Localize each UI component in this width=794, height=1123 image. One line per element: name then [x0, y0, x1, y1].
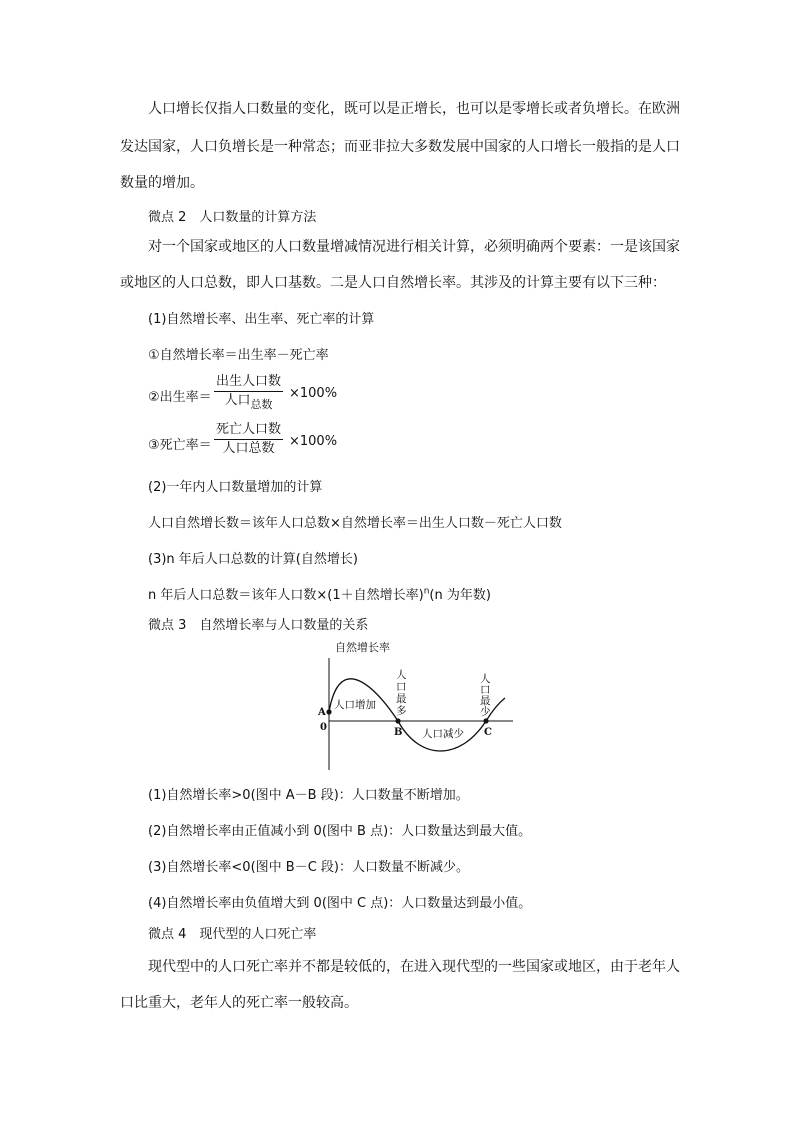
para1-line3: 数量的增加。	[120, 175, 204, 191]
label-min-3: 最	[480, 695, 491, 707]
item-2: (2)一年内人口数量增加的计算	[148, 480, 323, 495]
label-max-4: 多	[396, 705, 407, 717]
formula-2-den-a: 人口	[224, 393, 251, 408]
label-min-2: 口	[480, 684, 491, 696]
formula-2-tail: ×100%	[289, 386, 338, 401]
formula-3-lead: ③死亡率＝	[148, 438, 212, 453]
growth-rate-chart	[310, 636, 530, 776]
label-min-4: 少	[480, 706, 491, 718]
para1-line2: 发达国家，人口负增长是一种常态；而亚非拉大多数发展中国家的人口增长一般指的是人口	[120, 139, 680, 155]
formula-3-numerator: 死亡人口数	[214, 421, 283, 440]
point-c-label: C	[484, 727, 492, 738]
formula-2-den-b: 总数	[250, 398, 273, 411]
formula-1: ①自然增长率＝出生率－死亡率	[148, 348, 329, 363]
relation-2: (2)自然增长率由正值减小到 0(图中 B 点)：人口数量达到最大值。	[148, 824, 532, 839]
label-max-2: 口	[396, 681, 407, 693]
label-increase: 人口增加	[334, 699, 376, 711]
heading-3: 微点 3 自然增长率与人口数量的关系	[148, 618, 369, 633]
relation-4: (4)自然增长率由负值增大到 0(图中 C 点)：人口数量达到最小值。	[148, 896, 532, 911]
origin-label: 0	[320, 722, 327, 733]
para1-line1: 人口增长仅指人口数量的变化，既可以是正增长，也可以是零增长或者负增长。在欧洲	[148, 101, 680, 117]
point-b-label: B	[394, 727, 403, 738]
formula-4: 人口自然增长数＝该年人口总数×自然增长率＝出生人口数－死亡人口数	[148, 516, 562, 531]
item-1: (1)自然增长率、出生率、死亡率的计算	[148, 312, 375, 327]
label-max-1: 人	[396, 669, 407, 681]
point-a-marker	[326, 709, 331, 714]
para4-line2: 口比重大，老年人的死亡率一般较高。	[120, 995, 358, 1011]
formula-2-numerator: 出生人口数	[214, 373, 283, 392]
point-b-marker	[395, 718, 400, 723]
point-c-marker	[483, 718, 488, 723]
item-3: (3)n 年后人口总数的计算(自然增长)	[148, 552, 358, 567]
para2-line1: 对一个国家或地区的人口数量增减情况进行相关计算，必须明确两个要素：一是该国家	[148, 239, 680, 255]
relation-1: (1)自然增长率>0(图中 A－B 段)：人口数量不断增加。	[148, 788, 469, 803]
formula-5-tail: (n 为年数)	[429, 588, 491, 603]
formula-5-exponent: n	[423, 586, 430, 597]
formula-2-denominator	[214, 392, 283, 410]
label-min-1: 人	[480, 673, 491, 685]
growth-curve	[329, 679, 505, 751]
relation-3: (3)自然增长率<0(图中 B－C 段)：人口数量不断减少。	[148, 860, 469, 875]
point-a-label: A	[318, 707, 326, 718]
heading-4: 微点 4 现代型的人口死亡率	[148, 927, 317, 942]
formula-5-main: n 年后人口总数＝该年人口数×(1＋自然增长率)	[148, 588, 424, 603]
formula-2-lead: ②出生率＝	[148, 390, 212, 405]
formula-3-denominator: 人口总数	[222, 441, 275, 456]
para2-line2: 或地区的人口总数，即人口基数。二是人口自然增长率。其涉及的计算主要有以下三种：	[120, 275, 666, 291]
label-max-3: 最	[396, 693, 407, 705]
para4-line1: 现代型中的人口死亡率并不都是较低的，在进入现代型的一些国家或地区，由于老年人	[148, 959, 680, 975]
formula-5	[148, 584, 491, 603]
chart-ylabel: 自然增长率	[335, 641, 390, 654]
label-decrease: 人口减少	[422, 728, 464, 740]
heading-2: 微点 2 人口数量的计算方法	[148, 210, 317, 225]
formula-3-fraction	[214, 421, 283, 458]
formula-2-fraction	[214, 373, 283, 410]
formula-3-tail: ×100%	[289, 434, 338, 449]
